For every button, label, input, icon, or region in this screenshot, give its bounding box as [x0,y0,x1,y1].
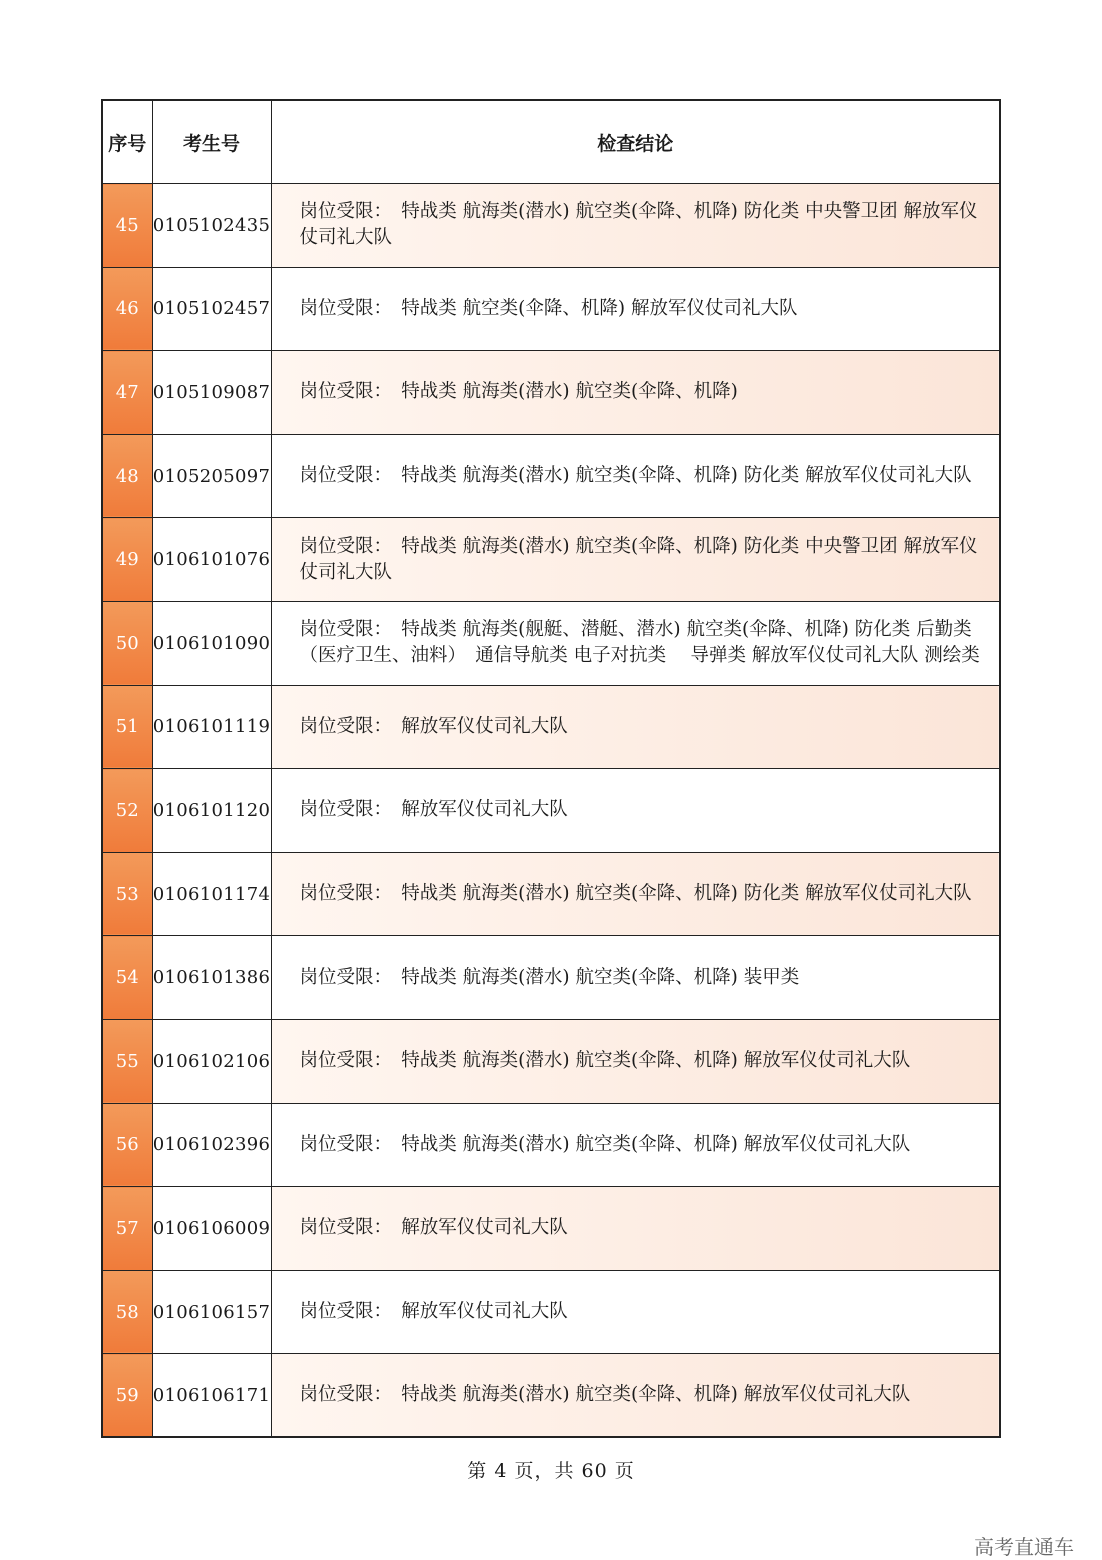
row-exam-id-cell: 0106101120 [152,769,271,853]
row-seq-cell: 52 [102,769,152,853]
row-conclusion-cell: 岗位受限： 特战类 航海类(潜水) 航空类(伞降、机降) 防化类 解放军仪仗司礼大队 [271,434,1000,518]
row-seq-cell: 54 [102,936,152,1020]
row-conclusion-cell: 岗位受限： 特战类 航海类(潜水) 航空类(伞降、机降) 解放军仪仗司礼大队 [271,1019,1000,1103]
row-exam-id-cell: 0106101174 [152,852,271,936]
row-conclusion-cell: 岗位受限： 特战类 航海类(舰艇、潜艇、潜水) 航空类(伞降、机降) 防化类 后勤类（医疗卫生、油料） 通信导航类 电子对抗类 导弹类 解放军仪仗司礼大队 测绘类 [271,601,1000,685]
table-row [102,1019,1000,1103]
row-exam-id-cell: 0106101076 [152,518,271,602]
row-conclusion-cell: 岗位受限： 特战类 航海类(潜水) 航空类(伞降、机降) 装甲类 [271,936,1000,1020]
row-exam-id-cell: 0105205097 [152,434,271,518]
table-row [102,434,1000,518]
row-seq-cell: 59 [102,1354,152,1438]
row-conclusion-cell: 岗位受限： 特战类 航海类(潜水) 航空类(伞降、机降) 防化类 解放军仪仗司礼大队 [271,852,1000,936]
row-conclusion-cell: 岗位受限： 解放军仪仗司礼大队 [271,685,1000,769]
table-row [102,852,1000,936]
row-exam-id-cell: 0106101090 [152,601,271,685]
table-row [102,1103,1000,1187]
row-conclusion-cell: 岗位受限： 解放军仪仗司礼大队 [271,769,1000,853]
row-exam-id-cell: 0106102106 [152,1019,271,1103]
row-seq-cell: 56 [102,1103,152,1187]
table-row [102,936,1000,1020]
row-seq-cell: 53 [102,852,152,936]
row-conclusion-cell: 岗位受限： 特战类 航海类(潜水) 航空类(伞降、机降) 解放军仪仗司礼大队 [271,1354,1000,1438]
row-conclusion-cell: 岗位受限： 解放军仪仗司礼大队 [271,1270,1000,1354]
row-seq-cell: 55 [102,1019,152,1103]
row-exam-id-cell: 0105102435 [152,184,271,268]
row-exam-id-cell: 0105109087 [152,351,271,435]
header-conclusion: 检查结论 [271,100,1000,184]
table-row [102,1354,1000,1438]
row-conclusion-cell: 岗位受限： 解放军仪仗司礼大队 [271,1187,1000,1271]
page-footer: 第 4 页，共 60 页 [467,1460,635,1482]
results-table [101,99,1001,1438]
results-table-container [101,99,999,1438]
table-row [102,184,1000,268]
row-exam-id-cell: 0106106157 [152,1270,271,1354]
row-conclusion-cell: 岗位受限： 特战类 航海类(潜水) 航空类(伞降、机降) 防化类 中央警卫团 解放军仪仗司礼大队 [271,184,1000,268]
row-exam-id-cell: 0106101386 [152,936,271,1020]
row-seq-cell: 45 [102,184,152,268]
row-exam-id-cell: 0106102396 [152,1103,271,1187]
row-exam-id-cell: 0106106171 [152,1354,271,1438]
row-seq-cell: 58 [102,1270,152,1354]
table-header [102,100,1000,184]
watermark: 高考直通车 [974,1535,1074,1559]
row-conclusion-cell: 岗位受限： 特战类 航海类(潜水) 航空类(伞降、机降) [271,351,1000,435]
table-row [102,518,1000,602]
row-seq-cell: 50 [102,601,152,685]
row-seq-cell: 49 [102,518,152,602]
row-exam-id-cell: 0105102457 [152,267,271,351]
table-row [102,1270,1000,1354]
table-body [102,184,1000,1438]
row-seq-cell: 48 [102,434,152,518]
row-seq-cell: 46 [102,267,152,351]
table-row [102,601,1000,685]
table-row [102,351,1000,435]
row-conclusion-cell: 岗位受限： 特战类 航海类(潜水) 航空类(伞降、机降) 防化类 中央警卫团 解放军仪仗司礼大队 [271,518,1000,602]
table-row [102,267,1000,351]
row-exam-id-cell: 0106101119 [152,685,271,769]
row-conclusion-cell: 岗位受限： 特战类 航空类(伞降、机降) 解放军仪仗司礼大队 [271,267,1000,351]
table-row [102,1187,1000,1271]
header-exam-id: 考生号 [152,100,271,184]
row-seq-cell: 47 [102,351,152,435]
table-row [102,685,1000,769]
table-row [102,769,1000,853]
row-conclusion-cell: 岗位受限： 特战类 航海类(潜水) 航空类(伞降、机降) 解放军仪仗司礼大队 [271,1103,1000,1187]
row-seq-cell: 57 [102,1187,152,1271]
row-seq-cell: 51 [102,685,152,769]
header-seq: 序号 [102,100,152,184]
row-exam-id-cell: 0106106009 [152,1187,271,1271]
